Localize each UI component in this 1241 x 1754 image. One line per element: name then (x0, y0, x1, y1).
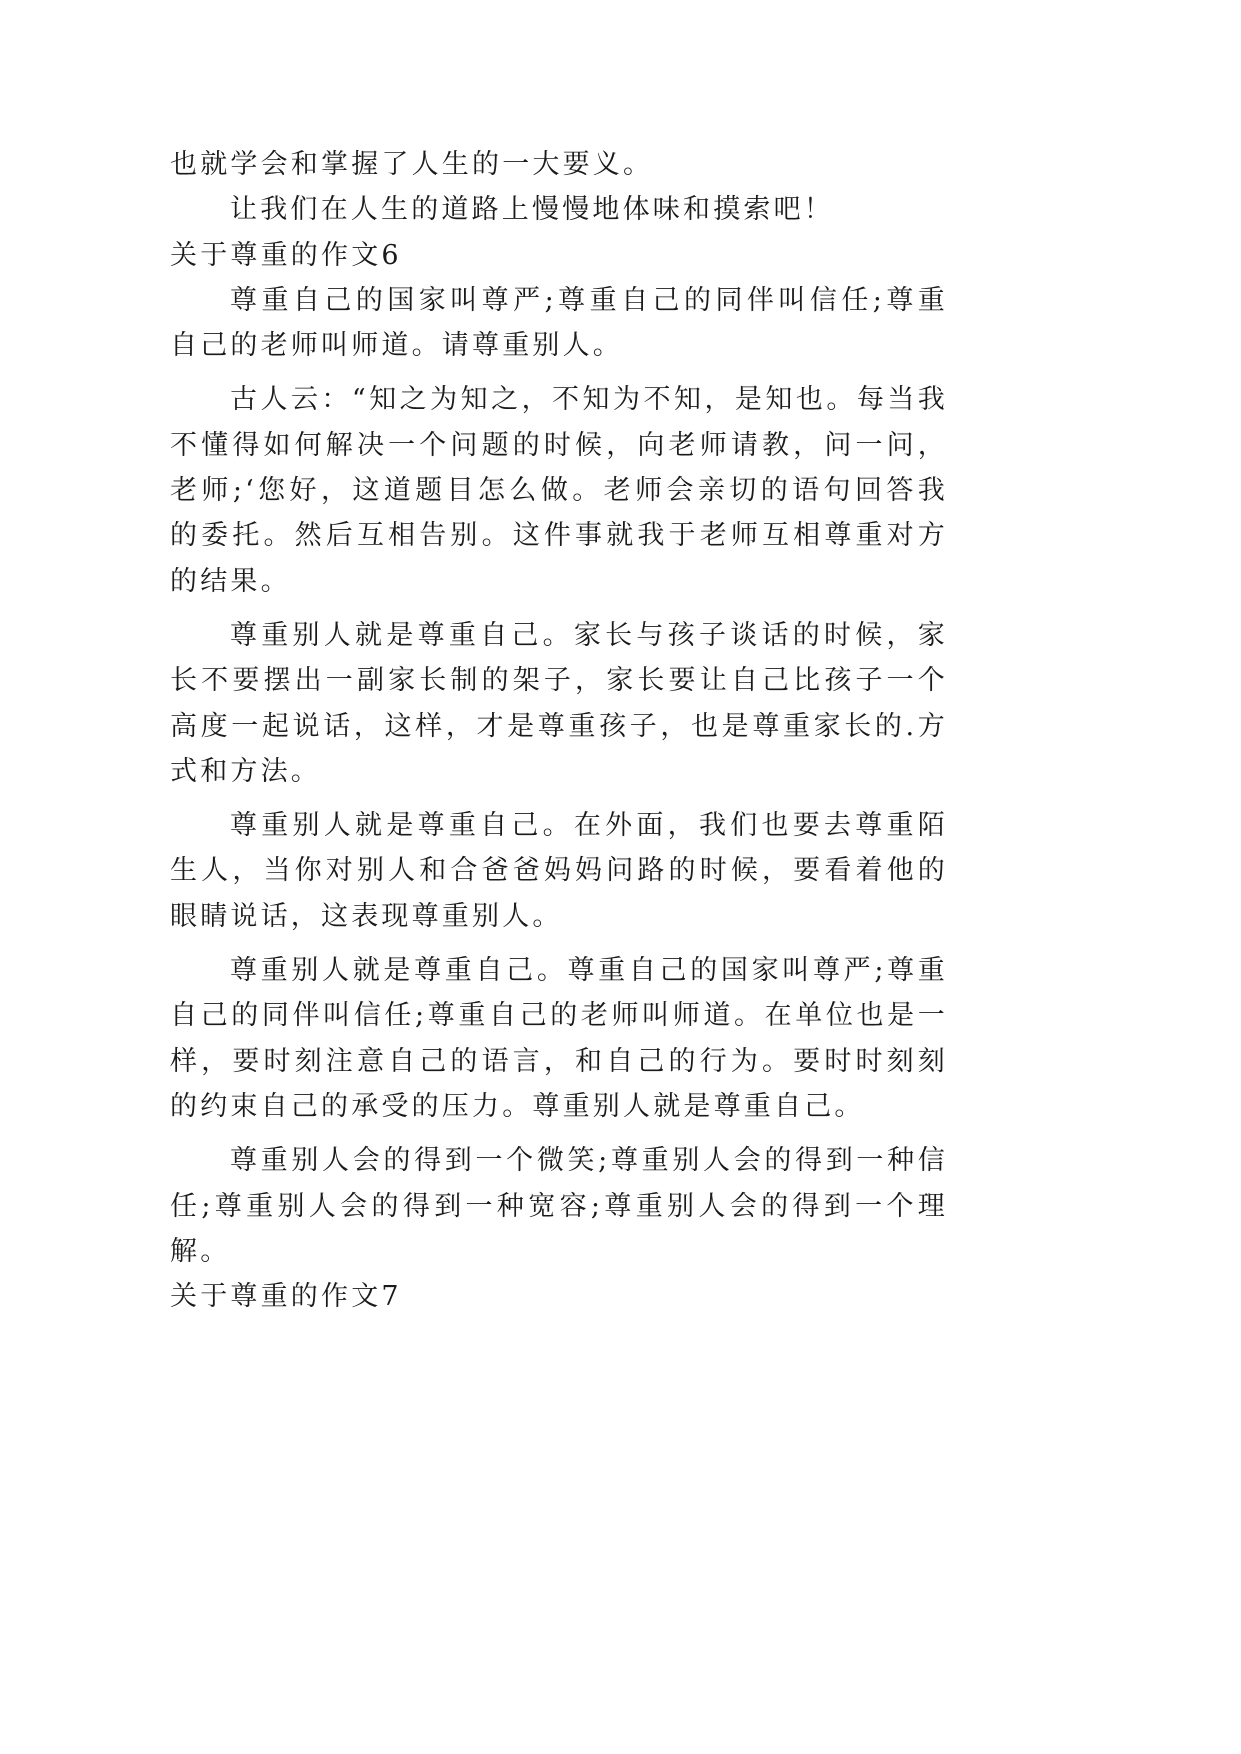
paragraph: 尊重别人就是尊重自己。尊重自己的国家叫尊严;尊重自己的同伴叫信任;尊重自己的老师叫师道。在单位也是一样，要时刻注意自己的语言，和自己的行为。要时时刻刻的约束自己的承受的压力。尊重别人就是尊重自己。 (170, 955, 948, 1122)
section-heading-7: 关于尊重的作文7 (170, 1281, 402, 1313)
paragraph: 古人云：“知之为知之，不知为不知，是知也。每当我不懂得如何解决一个问题的时候，向老师请教，问一问，老师;‘您好，这道题目怎么做。老师会亲切的语句回答我的委托。然后互相告别。这件事就我于老师互相尊重对方的结果。 (170, 384, 948, 597)
section-heading-6: 关于尊重的作文6 (170, 239, 402, 271)
paragraph-continuation: 也就学会和掌握了人生的一大要义。 (170, 149, 654, 180)
paragraph-closing: 让我们在人生的道路上慢慢地体味和摸索吧！ (230, 194, 834, 226)
paragraph: 尊重别人会的得到一个微笑;尊重别人会的得到一种信任;尊重别人会的得到一种宽容;尊重别人会的得到一个理解。 (170, 1145, 948, 1267)
paragraph: 尊重别人就是尊重自己。家长与孩子谈话的时候，家长不要摆出一副家长制的架子，家长要让自己比孩子一个高度一起说话，这样，才是尊重孩子，也是尊重家长的.方式和方法。 (170, 619, 948, 787)
paragraph: 尊重自己的国家叫尊严;尊重自己的同伴叫信任;尊重自己的老师叫师道。请尊重别人。 (170, 284, 948, 362)
paragraph: 尊重别人就是尊重自己。在外面，我们也要去尊重陌生人，当你对别人和合爸爸妈妈问路的时候，要看着他的眼睛说话，这表现尊重别人。 (170, 810, 948, 932)
document-body (170, 142, 948, 1319)
